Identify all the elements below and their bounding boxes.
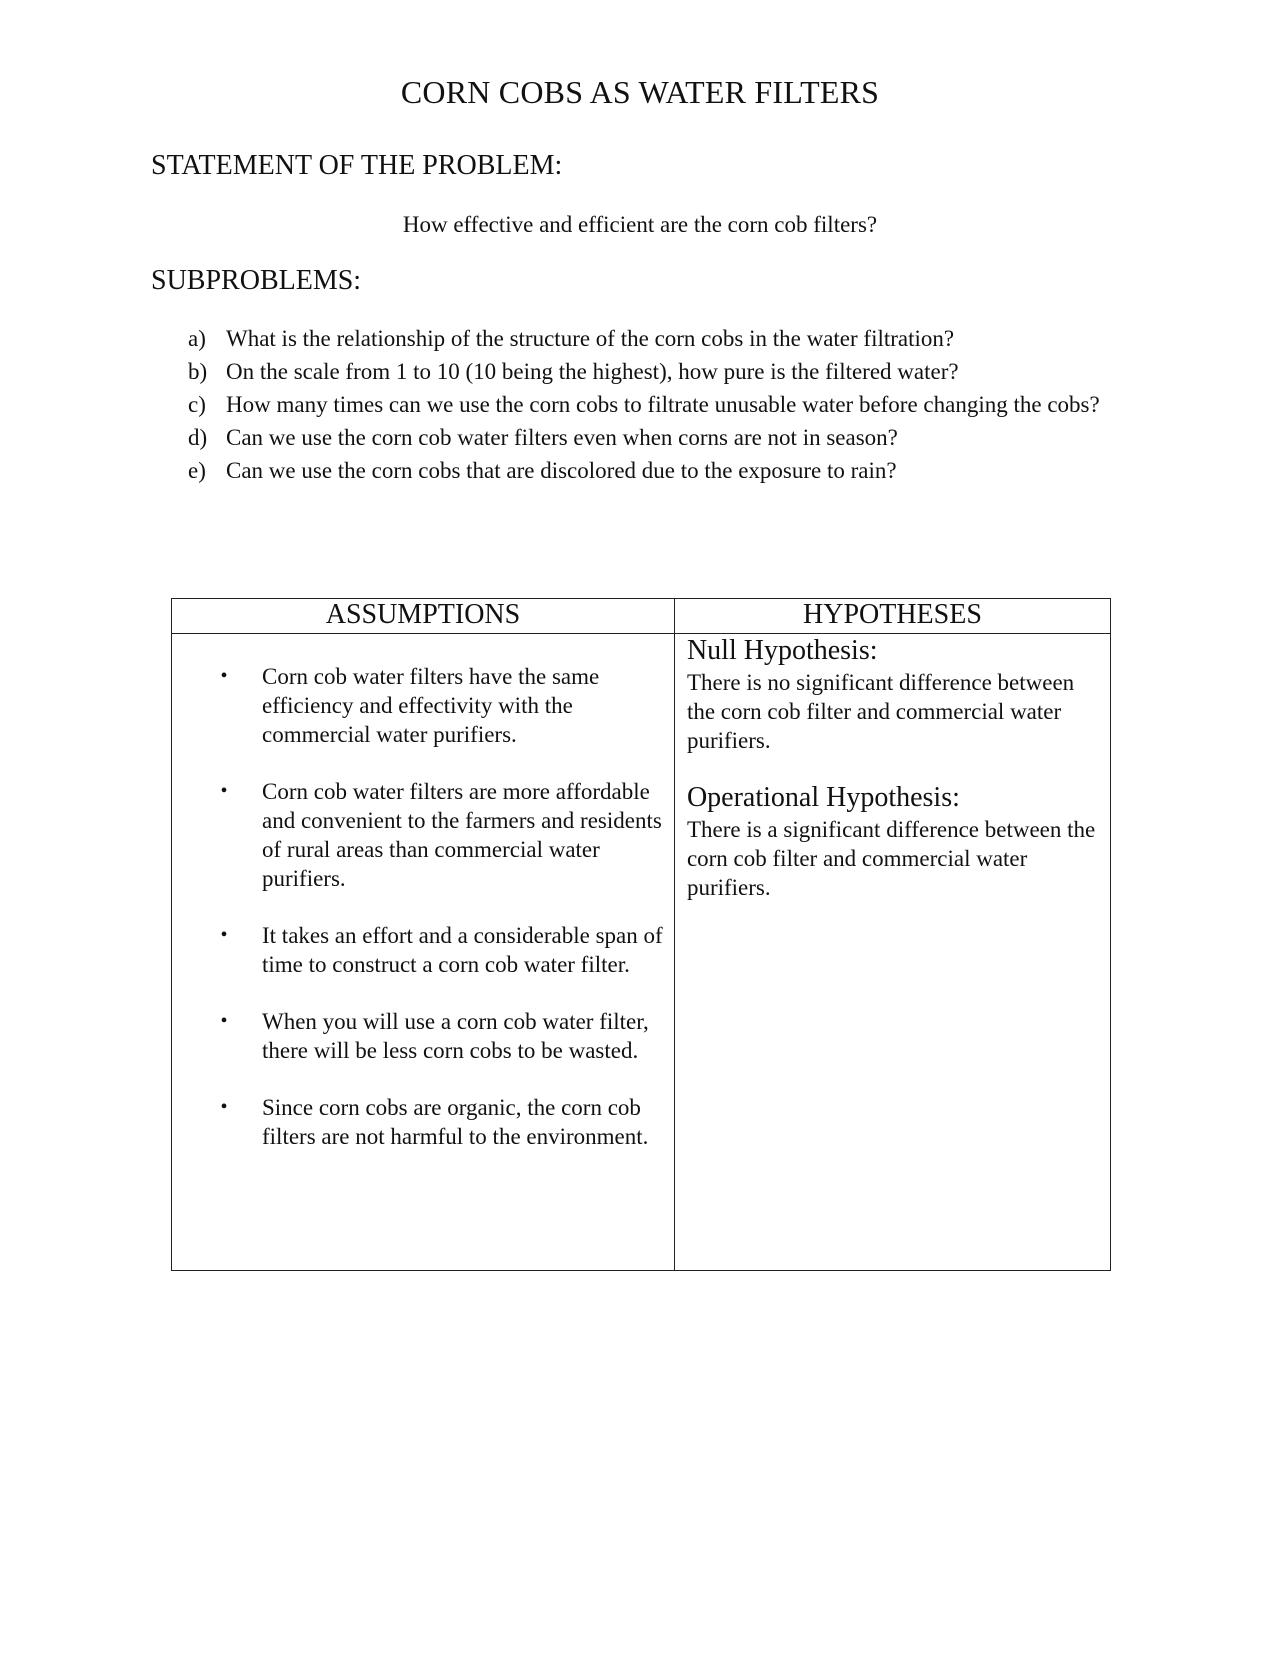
assumption-item [172,777,674,893]
assumption-text: Since corn cobs are organic, the corn cob filters are not harmful to the environment. [262,1095,649,1149]
operational-hypothesis-title: Operational Hypothesis: [686,782,960,813]
assumption-text: It takes an effort and a considerable span of time to construct a corn cob water filter. [262,923,663,977]
problem-question: How effective and efficient are the corn cob filters? [402,212,878,237]
subproblem-marker: c) [188,392,206,417]
subproblem-item [188,322,1128,355]
assumptions-list [172,634,674,1151]
subproblem-marker: b) [188,359,208,384]
assumption-item [172,1093,674,1151]
bullet-icon: • [220,780,228,802]
bullet-icon: • [220,924,228,946]
assumption-text: Corn cob water filters are more affordable and convenient to the farmers and residents of rural areas than commercial water purifiers. [262,779,662,891]
null-hypothesis [687,634,1102,755]
null-hypothesis-text: There is no significant difference between the corn cob filter and commercial water purifiers. [686,670,1075,753]
operational-hypothesis-text: There is a significant difference between the corn cob filter and commercial water purifiers. [686,817,1096,900]
assumption-item [172,1007,674,1065]
assumptions-hypotheses-table [171,598,1111,1271]
subproblems-list [188,322,1128,487]
assumption-item [172,921,674,979]
subproblem-marker: e) [188,458,206,483]
subproblem-item [188,454,1128,487]
document-title: CORN COBS AS WATER FILTERS [400,74,880,110]
hypotheses-cell [674,634,1110,1271]
subproblem-item [188,421,1128,454]
statement-heading: STATEMENT OF THE PROBLEM: [151,150,563,181]
assumption-text: When you will use a corn cob water filter, there will be less corn cobs to be wasted. [262,1009,649,1063]
subproblem-text: Can we use the corn cob water filters even when corns are not in season? [226,425,898,450]
subproblem-text: Can we use the corn cobs that are discolored due to the exposure to rain? [226,458,897,483]
subproblem-item [188,388,1128,421]
assumption-item [172,662,674,749]
table-header-row [172,599,1111,634]
bullet-icon: • [220,1096,228,1118]
table-body-row [172,634,1111,1271]
hypotheses-header: HYPOTHESES [674,599,1110,634]
operational-hypothesis [687,781,1102,902]
assumptions-cell [172,634,675,1271]
bullet-icon: • [220,1010,228,1032]
subproblems-heading: SUBPROBLEMS: [151,265,362,296]
subproblem-text: What is the relationship of the structure of the corn cobs in the water filtration? [226,326,955,351]
assumptions-header: ASSUMPTIONS [172,599,675,634]
subproblem-text: On the scale from 1 to 10 (10 being the highest), how pure is the filtered water? [226,359,959,384]
assumption-text: Corn cob water filters have the same efficiency and effectivity with the commercial water purifiers. [262,664,600,747]
null-hypothesis-title: Null Hypothesis: [686,635,878,666]
subproblem-item [188,355,1128,388]
subproblem-text: How many times can we use the corn cobs to filtrate unusable water before changing the cobs? [226,392,1100,417]
subproblem-marker: a) [188,326,206,351]
bullet-icon: • [220,665,228,687]
subproblem-marker: d) [188,425,208,450]
